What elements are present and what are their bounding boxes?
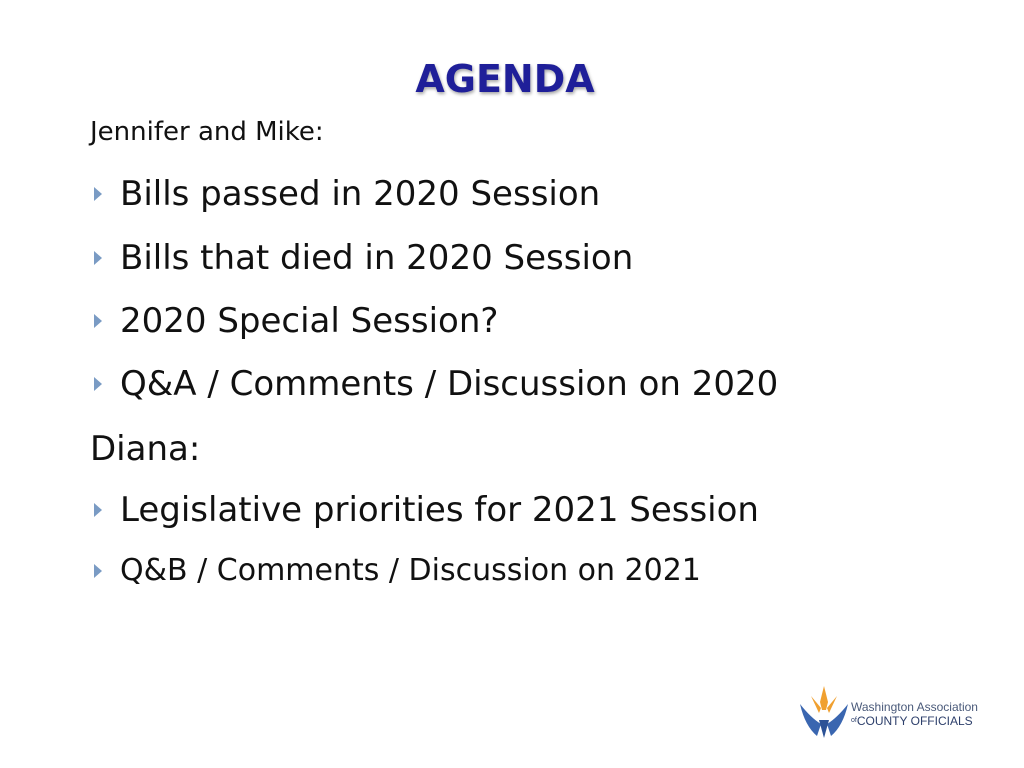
waco-logo [797, 680, 987, 740]
bullet-arrow-icon [94, 187, 102, 201]
logo-county-officials-text: COUNTY OFFICIALS [856, 714, 973, 728]
bullet-arrow-icon [94, 564, 102, 578]
bullet-arrow-icon [94, 314, 102, 328]
bullet-arrow-icon [94, 503, 102, 517]
bullet-item [94, 172, 600, 216]
bullet-text: 2020 Special Session? [120, 301, 499, 341]
bullet-text: Legislative priorities for 2021 Session [120, 490, 759, 530]
bullet-item [94, 488, 759, 532]
bullet-text: Bills passed in 2020 Session [120, 174, 601, 214]
bullet-item [94, 362, 778, 406]
bullet-text: Bills that died in 2020 Session [120, 238, 634, 278]
bullet-text: Q&A / Comments / Discussion on 2020 [120, 364, 779, 404]
logo-line-county-officials [851, 714, 973, 728]
logo-line-association: Washington Association [851, 700, 978, 714]
bullet-item [94, 299, 498, 343]
bullet-text: Q&B / Comments / Discussion on 2021 [120, 553, 701, 588]
logo-of-text: of [851, 717, 857, 724]
logo-mark-icon [797, 680, 851, 740]
section-label-diana: Diana: [90, 429, 201, 469]
bullet-arrow-icon [94, 377, 102, 391]
slide-title: AGENDA [415, 57, 595, 101]
section-label-jennifer-mike: Jennifer and Mike: [90, 117, 324, 147]
bullet-arrow-icon [94, 251, 102, 265]
bullet-item [94, 551, 701, 591]
bullet-item [94, 236, 633, 280]
